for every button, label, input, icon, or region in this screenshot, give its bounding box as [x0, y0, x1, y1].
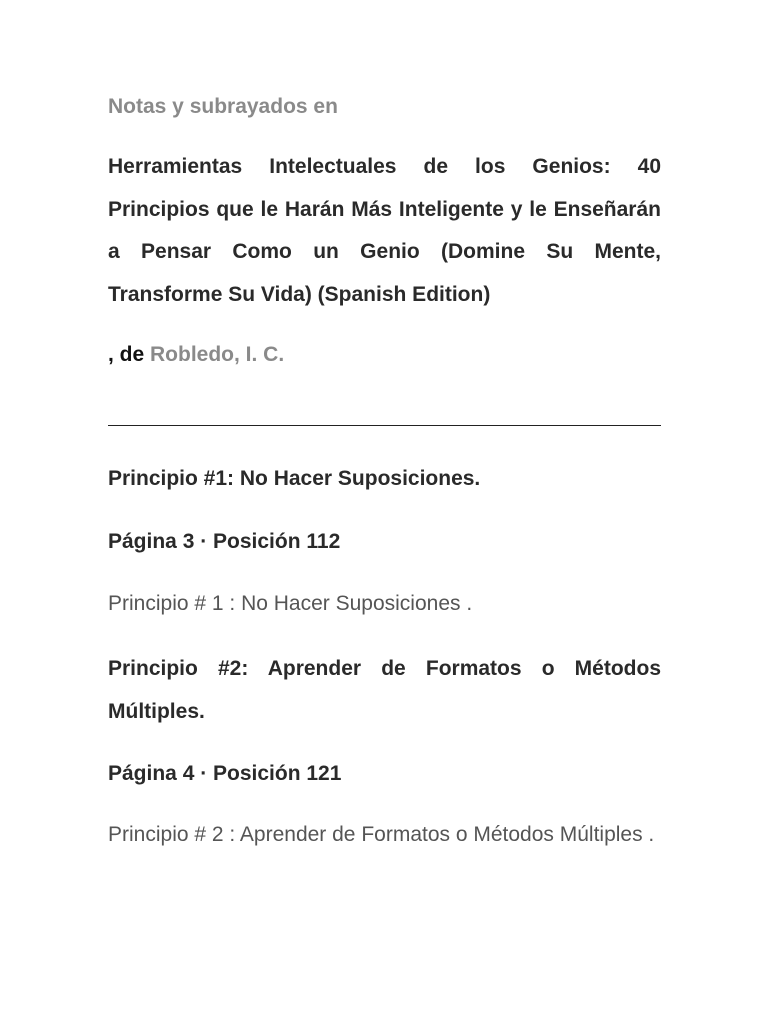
highlight-text: Principio # 2 : Aprender de Formatos o Métodos Múltiples .	[108, 823, 655, 846]
book-title: Herramientas Intelectuales de los Genios: 40 Principios que le Harán Más Inteligente y le Enseñarán a Pensar Como un Genio (Domine Su Mente, Transforme Su Vida) (Spanish Edition)	[108, 155, 661, 306]
highlight-text: Principio # 1 : No Hacer Suposiciones .	[108, 592, 473, 615]
author-prefix: , de	[108, 343, 151, 366]
author-line	[108, 342, 284, 368]
highlight-location: Página 4 · Posición 121	[108, 762, 342, 785]
author-name: Robledo, I. C.	[150, 343, 285, 366]
notes-heading: Notas y subrayados en	[108, 95, 338, 118]
section-divider	[108, 425, 661, 426]
section-heading: Principio #2: Aprender de Formatos o Métodos Múltiples.	[108, 657, 661, 723]
section-heading: Principio #1: No Hacer Suposiciones.	[108, 467, 481, 490]
highlight-location: Página 3 · Posición 112	[108, 530, 341, 553]
